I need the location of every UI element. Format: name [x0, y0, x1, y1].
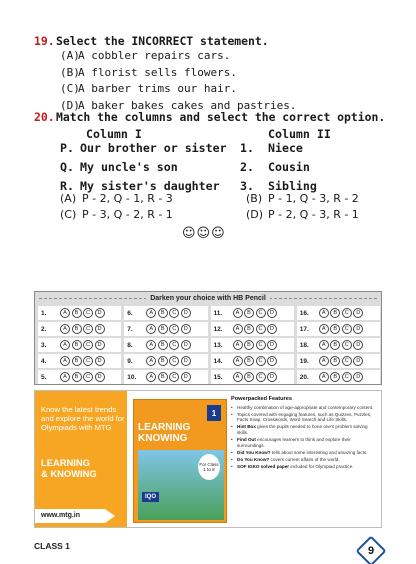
answer-row-number: 12. [213, 325, 223, 333]
ad-url-arrow [105, 509, 115, 523]
answer-row [38, 354, 121, 368]
answer-bubble-b[interactable]: B [330, 324, 340, 334]
answer-row [297, 354, 380, 368]
answer-bubble-d[interactable]: D [95, 372, 105, 382]
answer-row [297, 306, 380, 320]
answer-bubble-c[interactable]: C [256, 324, 266, 334]
ad-url[interactable]: www.mtg.in [35, 509, 105, 523]
answer-bubble-b[interactable]: B [244, 356, 254, 366]
answer-bubble-d[interactable]: D [95, 356, 105, 366]
answer-bubble-d[interactable]: D [181, 324, 191, 334]
feature-text: Hint Box gives the pupils needed to hone one's problem solving skills. [237, 424, 368, 435]
answer-bubble-d[interactable]: D [95, 324, 105, 334]
answer-bubble-d[interactable]: D [353, 324, 363, 334]
answer-bubble-a[interactable]: A [146, 356, 156, 366]
book-title-line1: LEARNING [138, 422, 191, 433]
answer-bubble-c[interactable]: C [256, 372, 266, 382]
book-cover [133, 399, 227, 523]
question-text: Select the INCORRECT statement. [56, 34, 269, 48]
answer-c: (C) P - 3, Q - 2, R - 1 [60, 208, 173, 221]
answer-bubble-a[interactable]: A [319, 340, 329, 350]
feature-item [231, 457, 379, 463]
answer-row [124, 338, 207, 352]
book-class-badge: 1 [207, 405, 221, 421]
answer-bubble-c[interactable]: C [256, 308, 266, 318]
answer-row [38, 322, 121, 336]
column-2-heading: Column II [268, 127, 331, 141]
answer-row-number: 20. [299, 373, 309, 381]
feature-item [231, 464, 379, 470]
book-class-range: For Class 1 to 8 [198, 454, 220, 480]
answer-row [124, 354, 207, 368]
ad-features [231, 397, 379, 471]
answer-row [211, 354, 294, 368]
answer-bubble-c[interactable]: C [342, 372, 352, 382]
answer-row [297, 370, 380, 384]
answer-bubble-a[interactable]: A [319, 372, 329, 382]
answer-bubble-a[interactable]: A [60, 308, 70, 318]
feature-text: Did You Know? tells about some interesting and amazing facts. [237, 449, 368, 455]
answer-row-number: 1. [41, 309, 47, 317]
answer-sheet-header [35, 292, 381, 304]
answer-bubble-d[interactable]: D [95, 308, 105, 318]
feature-text: Find Out encourages learners to think and explore their surroundings. [237, 437, 351, 448]
book-title-line2: KNOWING [138, 433, 188, 444]
column-1-heading: Column I [86, 127, 142, 141]
answer-bubble-d[interactable]: D [267, 356, 277, 366]
feature-item [231, 424, 379, 435]
answer-bubble-b[interactable]: B [158, 308, 168, 318]
answer-b: (B) P - 1, Q - 3, R - 2 [246, 192, 359, 205]
answer-row [124, 370, 207, 384]
answer-bubble-a[interactable]: A [319, 308, 329, 318]
question-number: 19. [34, 34, 55, 48]
answer-bubble-a[interactable]: A [146, 308, 156, 318]
answer-row-number: 2. [41, 325, 47, 333]
answer-d: (D) P - 2, Q - 3, R - 1 [246, 208, 359, 221]
answer-row [297, 322, 380, 336]
answer-bubble-a[interactable]: A [60, 356, 70, 366]
answer-row [211, 338, 294, 352]
answer-bubble-a[interactable]: A [233, 356, 243, 366]
answer-row-number: 3. [41, 341, 47, 349]
answer-bubble-d[interactable]: D [353, 356, 363, 366]
answer-row-number: 16. [299, 309, 309, 317]
answer-bubble-a[interactable]: A [60, 324, 70, 334]
feature-text: Topics covered with engaging features, such as Quizzes, Puzzles, Facts Snap, Crosswords, Word Search and Life Skills. [237, 411, 372, 423]
answer-bubble-b[interactable]: B [330, 372, 340, 382]
answer-bubble-c[interactable]: C [169, 372, 179, 382]
footer-class-label: CLASS 1 [34, 541, 70, 551]
answer-bubble-b[interactable]: B [158, 356, 168, 366]
answer-bubble-d[interactable]: D [267, 308, 277, 318]
match-row-q: Q. My uncle's son 2. Cousin [60, 160, 310, 174]
bullet-icon: • [231, 411, 233, 417]
answer-bubble-a[interactable]: A [319, 324, 329, 334]
answer-bubble-d[interactable]: D [353, 308, 363, 318]
answer-bubble-c[interactable]: C [169, 356, 179, 366]
features-title: Powerpacked Features [231, 396, 292, 402]
answer-bubble-a[interactable]: A [60, 372, 70, 382]
q19-options [60, 48, 297, 114]
question-20 [34, 110, 385, 124]
question-text: Match the columns and select the correct option. [56, 110, 386, 124]
ad-left-panel [35, 391, 127, 527]
answer-row [38, 338, 121, 352]
answer-bubble-d[interactable]: D [181, 340, 191, 350]
answer-bubble-c[interactable]: C [342, 324, 352, 334]
answer-bubble-d[interactable]: D [267, 324, 277, 334]
answer-row [297, 338, 380, 352]
option-c: (C)A barber trims our hair. [60, 82, 237, 95]
bullet-icon: • [231, 404, 233, 410]
bullet-icon: • [231, 449, 233, 455]
answer-row-number: 19. [299, 357, 309, 365]
answer-grid [38, 306, 380, 384]
answer-bubble-a[interactable]: A [233, 308, 243, 318]
feature-item [231, 450, 379, 456]
answer-bubble-b[interactable]: B [158, 324, 168, 334]
bullet-icon: • [231, 456, 233, 462]
answer-bubble-a[interactable]: A [146, 372, 156, 382]
answer-row-number: 9. [127, 357, 133, 365]
answer-bubble-b[interactable]: B [72, 356, 82, 366]
answer-row-number: 8. [127, 341, 133, 349]
answer-row [124, 322, 207, 336]
answer-bubble-d[interactable]: D [267, 340, 277, 350]
feature-text: Do You Know? covers current affairs of the world. [237, 456, 340, 462]
answer-sheet-title: Darken your choice with HB Pencil [146, 295, 270, 302]
answer-row-number: 15. [213, 373, 223, 381]
answer-row [211, 306, 294, 320]
answer-row-number: 4. [41, 357, 47, 365]
answer-bubble-b[interactable]: B [330, 356, 340, 366]
answer-row-number: 10. [127, 373, 137, 381]
answer-bubble-c[interactable]: C [342, 340, 352, 350]
answer-bubble-a[interactable]: A [233, 340, 243, 350]
ad-tagline: Know the latest trends and explore the world for Olympiads with MTG [41, 405, 125, 432]
answer-bubble-b[interactable]: B [72, 324, 82, 334]
answer-bubble-b[interactable]: B [72, 340, 82, 350]
answer-bubble-a[interactable]: A [60, 340, 70, 350]
answer-bubble-b[interactable]: B [244, 324, 254, 334]
answer-row [38, 306, 121, 320]
answer-row-number: 7. [127, 325, 133, 333]
answer-bubble-c[interactable]: C [83, 372, 93, 382]
ad-brand: LEARNING & KNOWING [41, 457, 97, 479]
option-b: (B)A florist sells flowers. [60, 65, 237, 79]
answer-bubble-d[interactable]: D [353, 340, 363, 350]
answer-row [211, 370, 294, 384]
answer-bubble-d[interactable]: D [353, 372, 363, 382]
answer-bubble-c[interactable]: C [83, 308, 93, 318]
answer-bubble-d[interactable]: D [181, 308, 191, 318]
smiley-icons: ☺☺☺ [182, 226, 226, 241]
answer-row-number: 18. [299, 341, 309, 349]
answer-bubble-a[interactable]: A [146, 340, 156, 350]
answer-row-number: 6. [127, 309, 133, 317]
answer-bubble-d[interactable]: D [267, 372, 277, 382]
page-number: 9 [367, 545, 375, 557]
ad-banner[interactable] [34, 390, 382, 528]
answer-bubble-b[interactable]: B [244, 372, 254, 382]
answer-bubble-b[interactable]: B [330, 308, 340, 318]
answer-bubble-c[interactable]: C [83, 340, 93, 350]
answer-row-number: 11. [213, 309, 223, 317]
answer-bubble-c[interactable]: C [256, 340, 266, 350]
answer-bubble-d[interactable]: D [181, 356, 191, 366]
feature-text: SOF IGKO solved paper included for Olympiad practice. [237, 463, 354, 469]
feature-item [231, 405, 379, 411]
feature-text: Healthy combination of age-appropriate and contemporary content. [237, 404, 374, 410]
question-number: 20. [34, 110, 55, 124]
match-row-p: P. Our brother or sister 1. Niece [60, 141, 303, 155]
answer-bubble-a[interactable]: A [319, 356, 329, 366]
answer-bubble-c[interactable]: C [169, 324, 179, 334]
features-list [231, 405, 379, 470]
answer-bubble-a[interactable]: A [233, 372, 243, 382]
answer-bubble-b[interactable]: B [244, 308, 254, 318]
answer-bubble-a[interactable]: A [233, 324, 243, 334]
answer-bubble-a[interactable]: A [146, 324, 156, 334]
answer-row-number: 17. [299, 325, 309, 333]
match-row-r: R. My sister's daughter 3. Sibling [60, 179, 317, 193]
answer-bubble-c[interactable]: C [256, 356, 266, 366]
answer-bubble-c[interactable]: C [83, 356, 93, 366]
bullet-icon: • [231, 463, 233, 469]
answer-bubble-c[interactable]: C [342, 356, 352, 366]
answer-row [211, 322, 294, 336]
answer-bubble-d[interactable]: D [181, 372, 191, 382]
answer-bubble-c[interactable]: C [342, 308, 352, 318]
answer-sheet [34, 291, 382, 385]
answer-bubble-c[interactable]: C [169, 308, 179, 318]
answer-bubble-b[interactable]: B [158, 372, 168, 382]
option-d: (D)A baker bakes cakes and pastries. [60, 98, 297, 112]
answer-bubble-b[interactable]: B [158, 340, 168, 350]
answer-a: (A) P - 2, Q - 1, R - 3 [60, 192, 173, 205]
book-iqo-label: IQO [142, 492, 159, 502]
answer-bubble-b[interactable]: B [72, 372, 82, 382]
answer-row-number: 14. [213, 357, 223, 365]
answer-row [124, 306, 207, 320]
answer-row-number: 13. [213, 341, 223, 349]
answer-bubble-b[interactable]: B [330, 340, 340, 350]
answer-bubble-c[interactable]: C [83, 324, 93, 334]
answer-bubble-b[interactable]: B [72, 308, 82, 318]
answer-bubble-c[interactable]: C [169, 340, 179, 350]
answer-row-number: 5. [41, 373, 47, 381]
answer-bubble-b[interactable]: B [244, 340, 254, 350]
option-a: (A)A cobbler repairs cars. [60, 49, 231, 62]
answer-row [38, 370, 121, 384]
question-19 [34, 34, 269, 48]
bullet-icon: • [231, 437, 233, 443]
bullet-icon: • [231, 424, 233, 430]
feature-item [231, 412, 379, 423]
feature-item [231, 437, 379, 448]
answer-bubble-d[interactable]: D [95, 340, 105, 350]
